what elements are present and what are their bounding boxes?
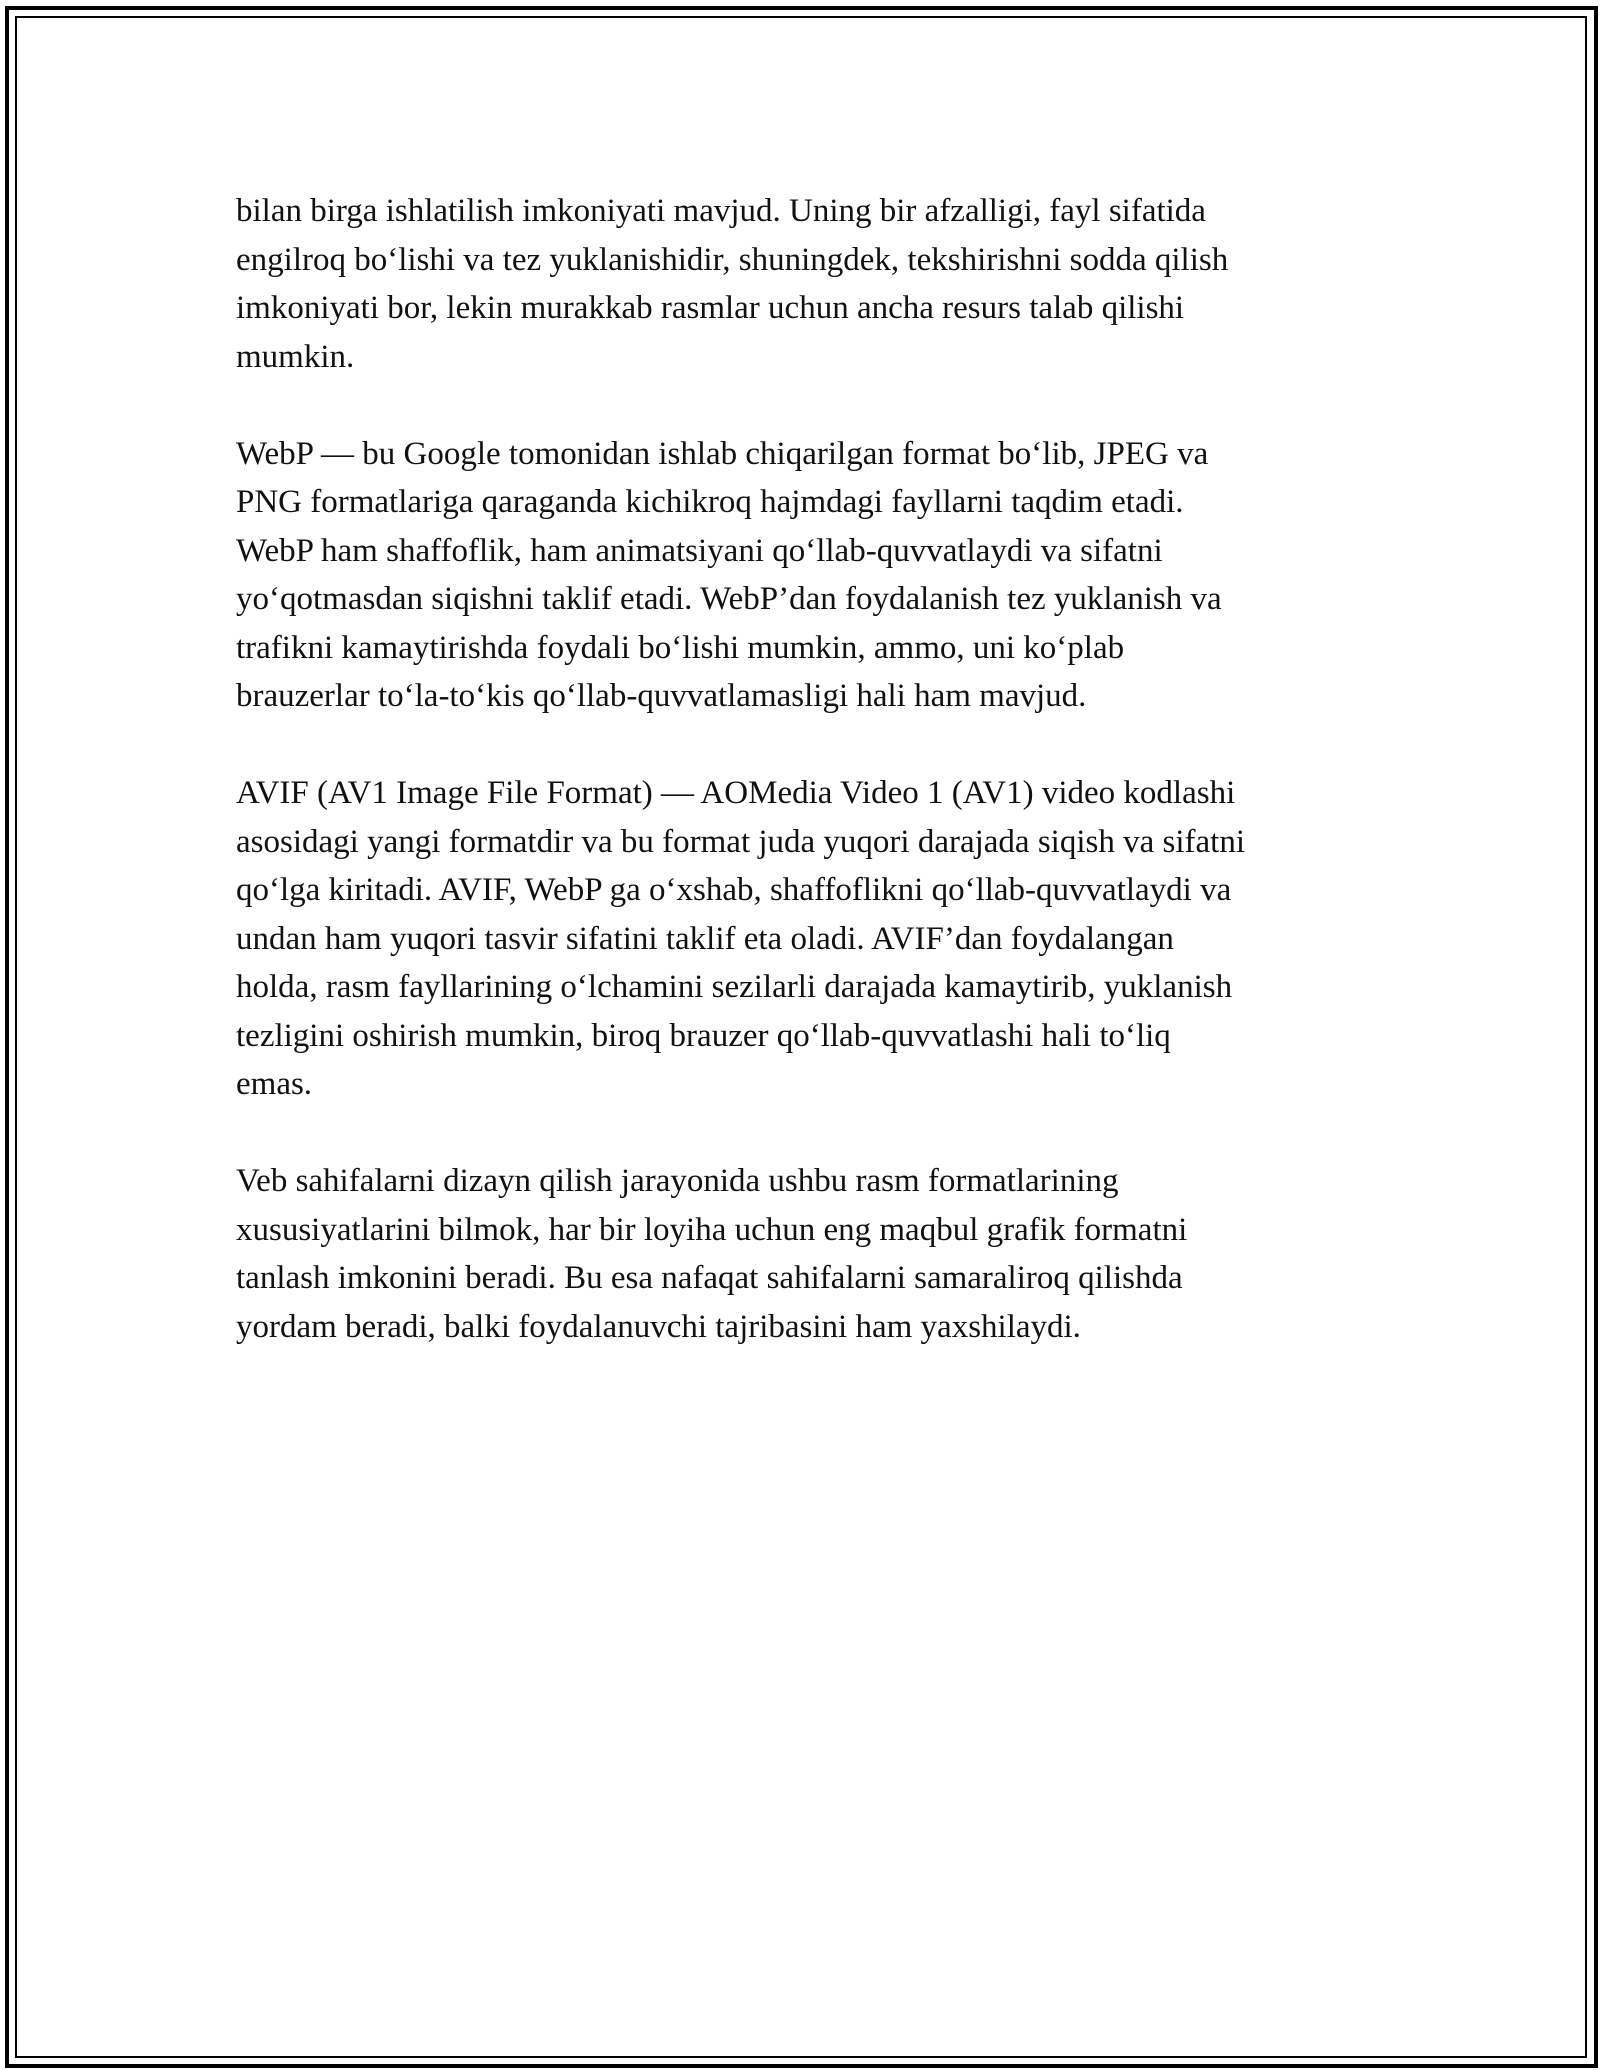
paragraph-image-formats-intro: bilan birga ishlatilish imkoniyati mavjud. Uning bir afzalligi, fayl sifatida engilroq bo‘lishi va tez yuklanishidir, shuningdek, tekshirishni sodda qilish imkoniyati bor, lekin murakkab rasmlar uchun ancha resurs talab qilishi mumkin. [236,193,1229,375]
paragraph-conclusion: Veb sahifalarni dizayn qilish jarayonida ushbu rasm formatlarining xususiyatlarini bilmok, har bir loyiha uchun eng maqbul grafik formatni tanlash imkonini beradi. Bu esa nafaqat sahifalarni samaraliroq qilishda yordam beradi, balki foydalanuvchi tajribasini ham yaxshilaydi. [236,1163,1188,1345]
paragraph-avif: AVIF (AV1 Image File Format) — AOMedia Video 1 (AV1) video kodlashi asosidagi yangi formatdir va bu format juda yuqori darajada siqish va sifatni qo‘lga kiritadi. AVIF, WebP ga o‘xshab, shaffoflikni qo‘llab-quvvatlaydi va undan ham yuqori tasvir sifatini taklif eta oladi. AVIF’dan foydalangan holda, rasm fayllarining o‘lchamini sezilarli darajada kamaytirib, yuklanish tezligini oshirish mumkin, biroq brauzer qo‘llab-quvvatlashi hali to‘liq emas. [236,775,1245,1102]
paragraph-webp: WebP — bu Google tomonidan ishlab chiqarilgan format bo‘lib, JPEG va PNG formatlariga qaraganda kichikroq hajmdagi fayllarni taqdim etadi. WebP ham shaffoflik, ham animatsiyani qo‘llab-quvvatlaydi va sifatni yo‘qotmasdan siqishni taklif etadi. WebP’dan foydalanish tez yuklanish va trafikni kamaytirishda foydali bo‘lishi mumkin, ammo, uni ko‘plab brauzerlar to‘la-to‘kis qo‘llab-quvvatlamasligi hali ham mavjud. [236,435,1222,714]
document-body [236,187,1376,1400]
